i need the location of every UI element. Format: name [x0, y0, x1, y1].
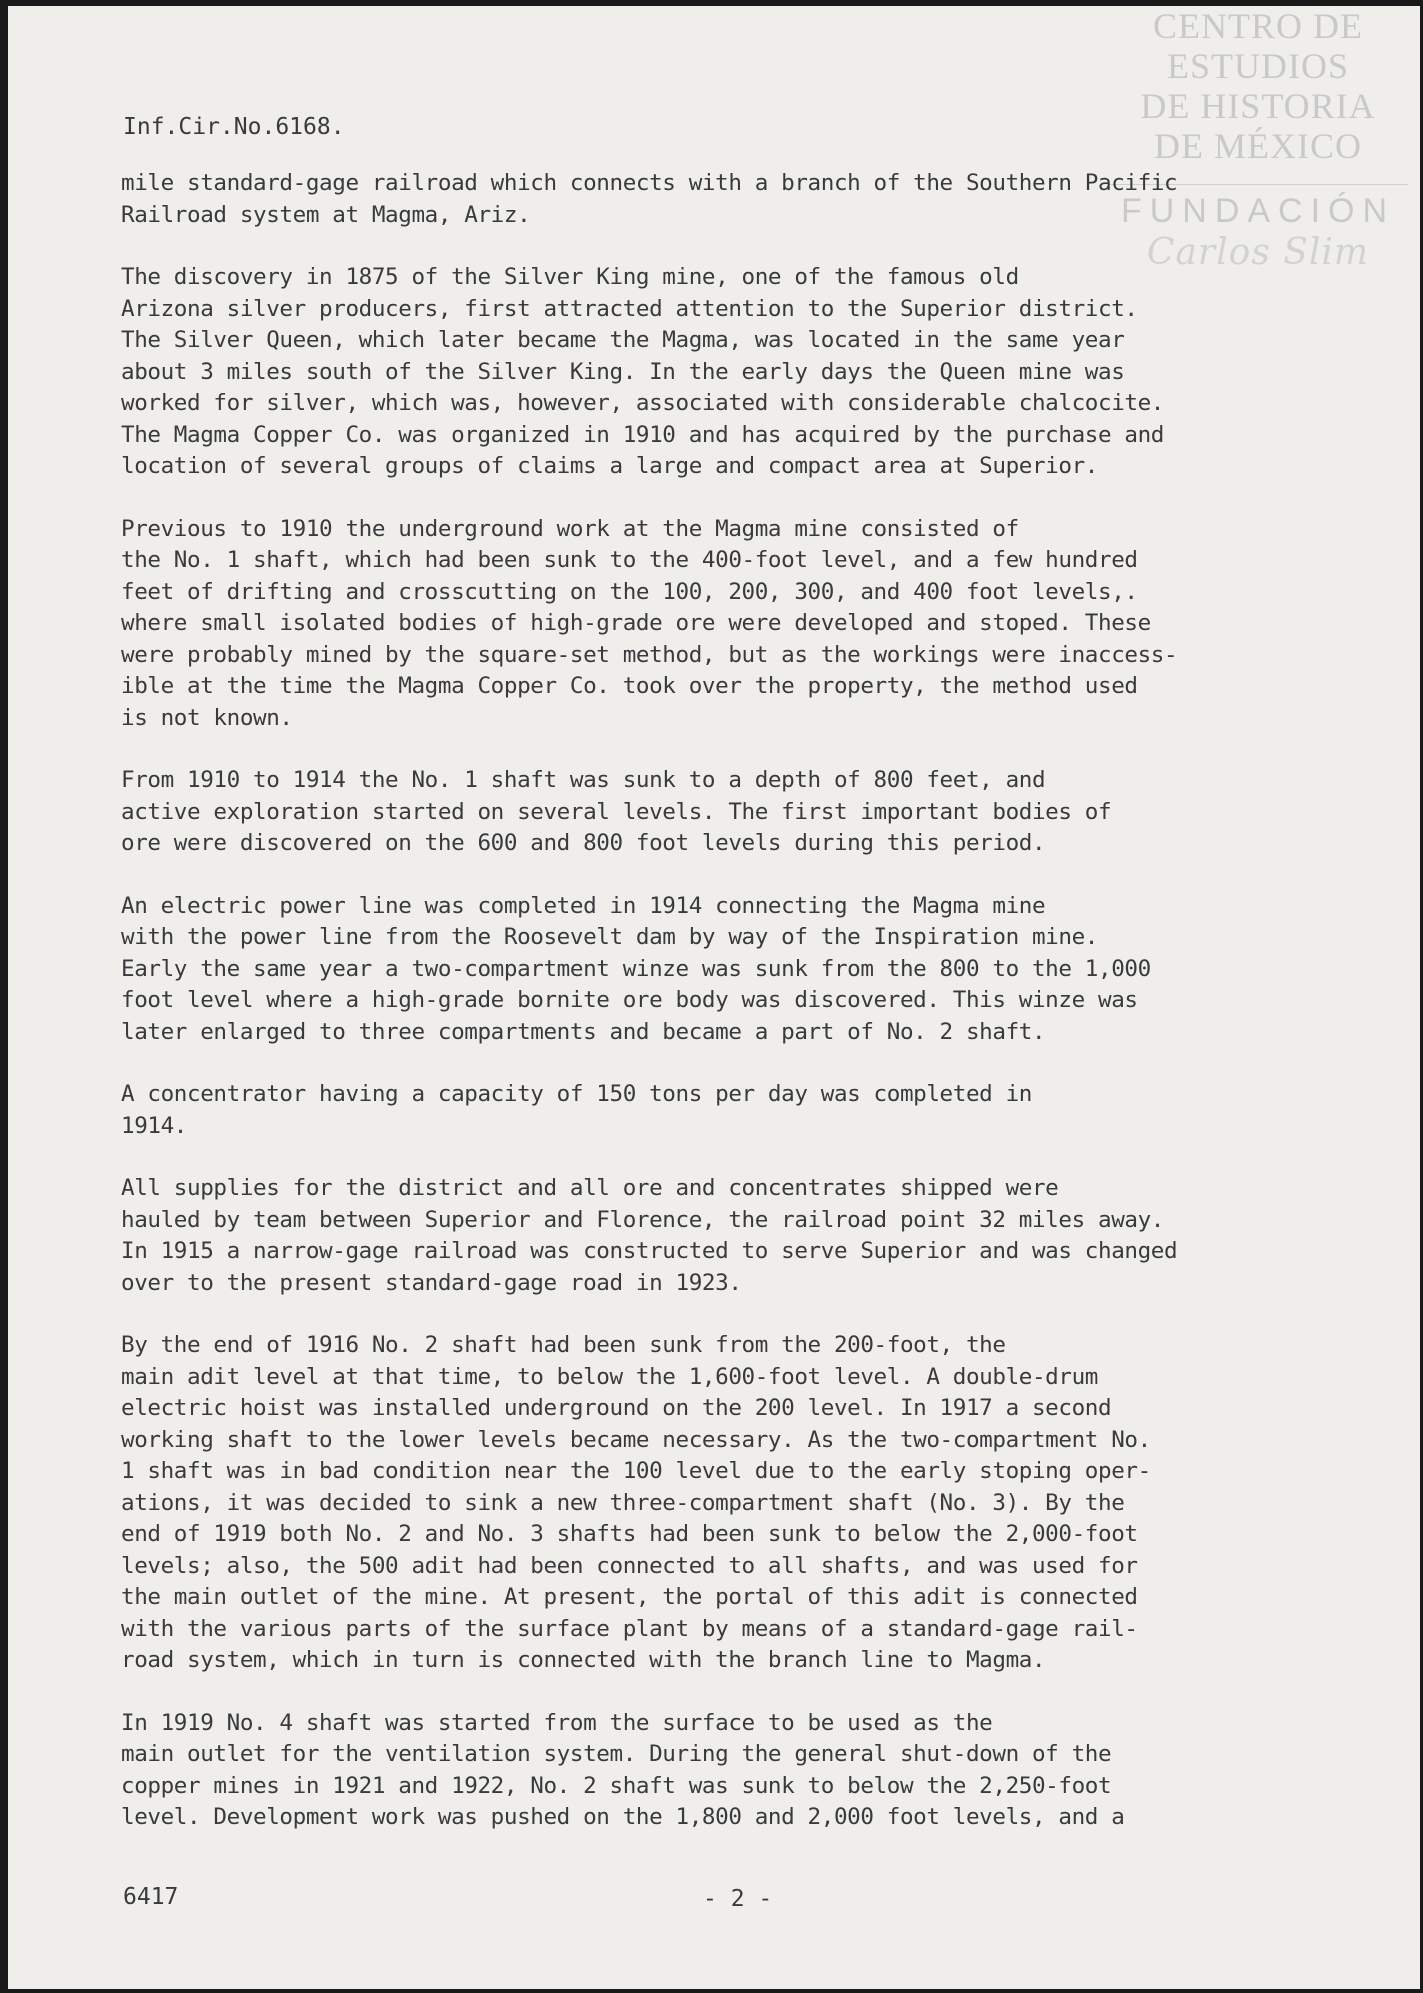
watermark-signature: Carlos Slim: [1146, 232, 1370, 273]
paragraph-power-line: An electric power line was completed in 1914 connecting the Magma mine with the power line from the Roosevelt dam by way of the Inspiration mine. Early the same year a two-compartment winze was sunk from the 800 to the 1,000 foot level where a high-grade bornite ore body was discovered. This winze was later enlarged to three compartments and became a part of No. 2 shaft.: [121, 892, 1151, 1045]
document-page: [8, 6, 1420, 1989]
watermark-foundation: FUNDACIÓN: [1108, 184, 1408, 231]
footer-code: 6417: [123, 1884, 179, 1910]
paragraph-continuation: mile standard-gage railroad which connects with a branch of the Southern Pacific Railroad system at Magma, Ariz.: [121, 170, 1178, 228]
document-body: [121, 168, 1411, 1865]
page-number: - 2 -: [703, 1886, 773, 1912]
paragraph-concentrator: A concentrator having a capacity of 150 tons per day was completed in 1914.: [121, 1081, 1032, 1139]
paragraph-shafts-1916: By the end of 1916 No. 2 shaft had been sunk from the 200-foot, the main adit level at that time, to below the 1,600-foot level. A double-drum electric hoist was installed underground on the 200 level. In 1917 a second working shaft to the lower levels became necessary. As the two-compartment No. 1 shaft was in bad condition near the 100 level due to the early stoping oper- ations, it was decided to sink a new three-compartment shaft (No. 3). By the end of 1919 both No. 2 and No. 3 shafts had been sunk to below the 2,000-foot levels; also, the 500 adit had been connected to all shafts, and was used for the main outlet of the mine. At present, the portal of this adit is connected with the various parts of the surface plant by means of a standard-gage rail- road system, which in turn is connected with the branch line to Magma.: [121, 1332, 1151, 1673]
paragraph-1910-1914: From 1910 to 1914 the No. 1 shaft was sunk to a depth of 800 feet, and active exploration started on several levels. The first important bodies of ore were discovered on the 600 and 800 foot levels during this period.: [121, 767, 1112, 856]
watermark-line: DE MÉXICO: [1154, 126, 1362, 166]
watermark-line: ESTUDIOS: [1166, 46, 1349, 86]
circular-reference: Inf.Cir.No.6168.: [123, 114, 345, 140]
watermark-line: DE HISTORIA: [1140, 86, 1376, 126]
paragraph-shaft-4: In 1919 No. 4 shaft was started from the surface to be used as the main outlet for the ventilation system. During the general shut-down of the copper mines in 1921 and 1922, No. 2 shaft was sunk to below the 2,250-foot level. Development work was pushed on the 1,800 and 2,000 foot levels, and a: [121, 1709, 1125, 1830]
paragraph-previous-to-1910: Previous to 1910 the underground work at the Magma mine consisted of the No. 1 shaft, which had been sunk to the 400-foot level, and a few hundred feet of drifting and crosscutting on the 100, 200, 300, and 400 foot levels,. where small isolated bodies of high-grade ore were developed and stoped. These were probably mined by the square-set method, but as the workings were inaccess- ible at the time the Magma Copper Co. took over the property, the method used is not known.: [121, 515, 1178, 731]
watermark-line: CENTRO DE: [1153, 6, 1363, 46]
paragraph-supplies: All supplies for the district and all ore and concentrates shipped were hauled by team between Superior and Florence, the railroad point 32 miles away. In 1915 a narrow-gage railroad was constructed to serve Superior and was changed over to the present standard-gage road in 1923.: [121, 1175, 1178, 1296]
paragraph-discovery: The discovery in 1875 of the Silver King mine, one of the famous old Arizona silver producers, first attracted attention to the Superior district. The Silver Queen, which later became the Magma, was located in the same year about 3 miles south of the Silver King. In the early days the Queen mine was worked for silver, which was, however, associated with considerable chalcocite. The Magma Copper Co. was organized in 1910 and has acquired by the purchase and location of several groups of claims a large and compact area at Superior.: [121, 264, 1165, 479]
